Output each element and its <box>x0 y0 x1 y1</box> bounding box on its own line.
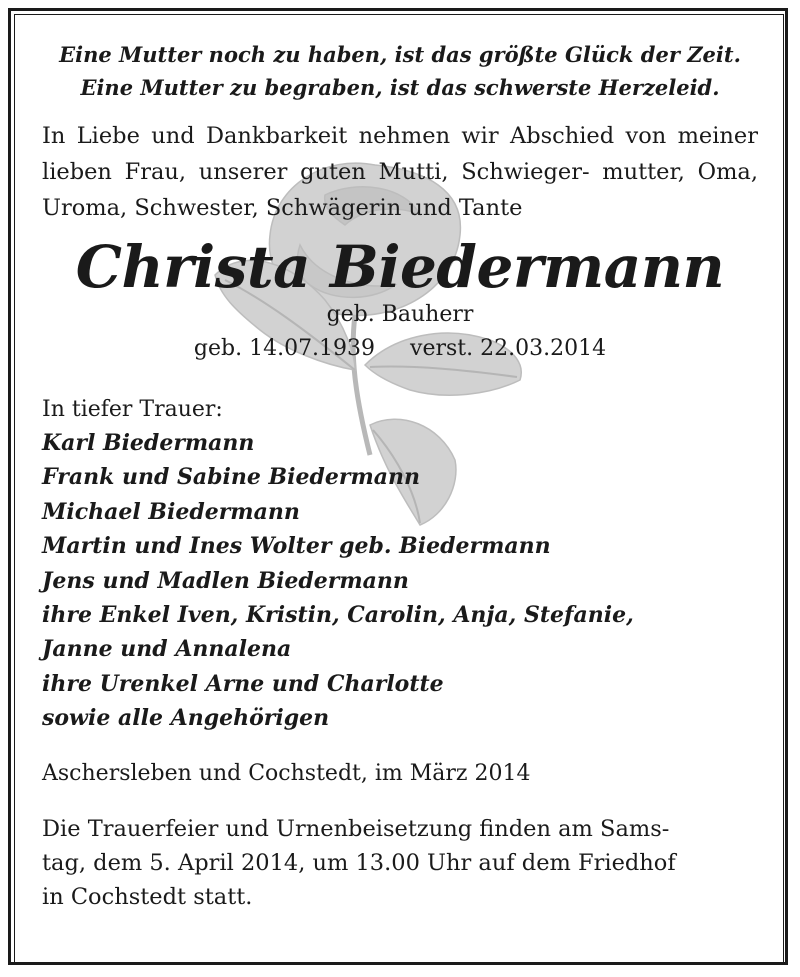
family-list <box>42 426 758 736</box>
birth-date: geb. 14.07.1939 <box>193 336 376 361</box>
mourning-label: In tiefer Trauer: <box>42 397 223 422</box>
family-member: Janne und Annalena <box>42 636 292 663</box>
family-member: Martin und Ines Wolter geb. Biedermann <box>42 533 551 560</box>
service-line-3: in Cochstedt statt. <box>42 883 253 910</box>
death-date: verst. 22.03.2014 <box>410 336 607 361</box>
family-member: ihre Enkel Iven, Kristin, Carolin, Anja, Stefanie, <box>42 602 634 629</box>
family-member: Michael Biedermann <box>42 498 300 525</box>
family-member: Karl Biedermann <box>42 430 255 456</box>
motto-line-2: Eine Mutter zu begraben, ist das schwerste Herzeleid. <box>80 75 720 100</box>
service-info <box>42 812 758 914</box>
family-member: Jens und Madlen Biedermann <box>42 567 409 594</box>
service-line-2: tag, dem 5. April 2014, um 13.00 Uhr auf dem Friedhof <box>42 849 676 876</box>
family-member: Frank und Sabine Biedermann <box>42 464 420 491</box>
family-member: ihre Urenkel Arne und Charlotte <box>42 670 444 697</box>
place-and-date: Aschersleben und Cochstedt, im März 2014 <box>42 760 531 786</box>
obituary-content <box>42 38 758 914</box>
service-line-1: Die Trauerfeier und Urnenbeisetzung finden am Sams- <box>42 815 670 842</box>
deceased-name: Christa Biedermann <box>75 233 725 301</box>
family-member: sowie alle Angehörigen <box>42 705 330 732</box>
life-dates <box>42 334 758 364</box>
maiden-name: geb. Bauherr <box>326 302 474 327</box>
motto-line-1: Eine Mutter noch zu haben, ist das größte Glück der Zeit. <box>59 42 741 67</box>
motto <box>42 38 758 104</box>
intro-text: In Liebe und Dankbarkeit nehmen wir Abschied von meiner lieben Frau, unserer guten Mutti, Schwieger- mutter, Oma, Uroma, Schwester, Schwägerin und Tante <box>42 123 758 221</box>
